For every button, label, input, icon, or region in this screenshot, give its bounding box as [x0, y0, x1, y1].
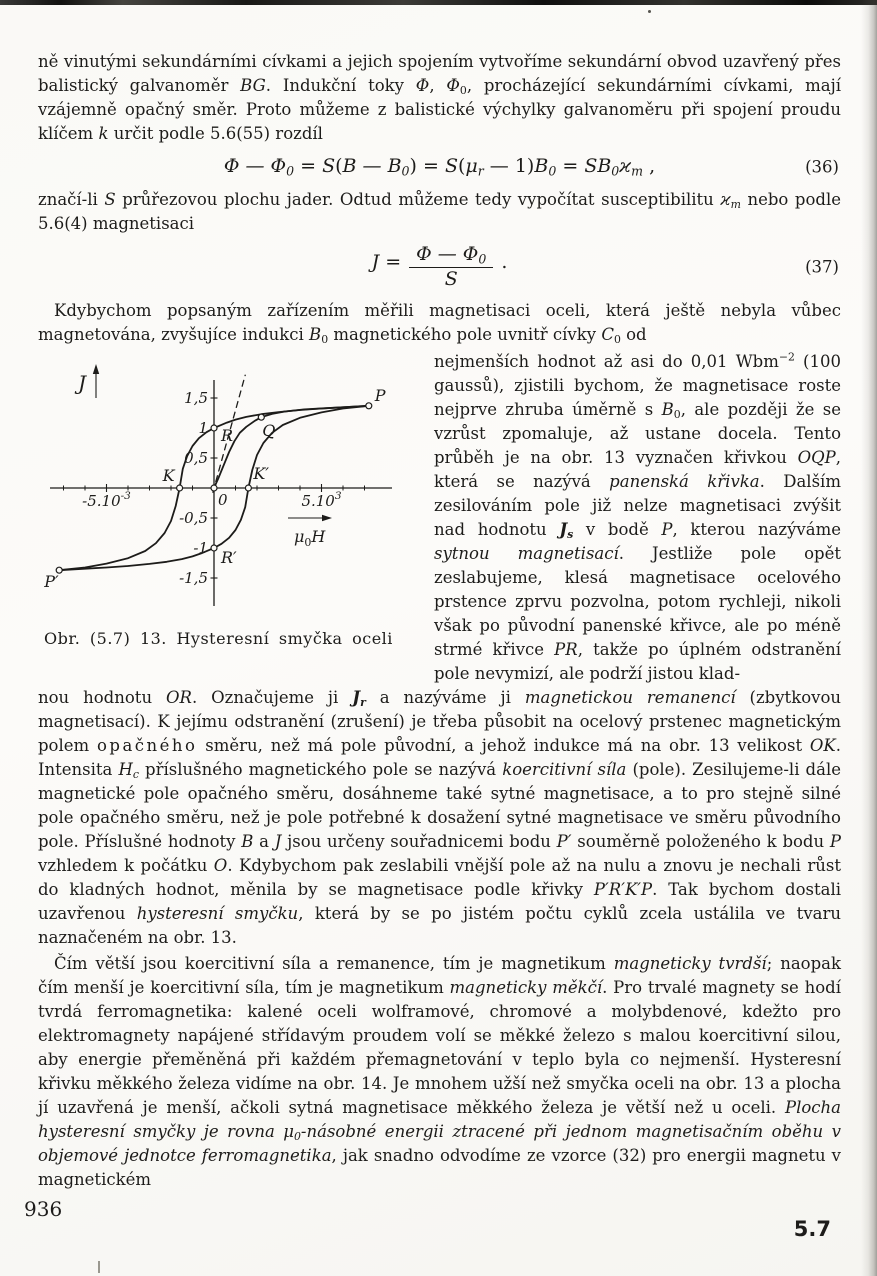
svg-text:1,5: 1,5 [184, 388, 208, 407]
paragraph-column: nejmenších hodnot až asi do 0,01 Wbm$^{-2}$ (100 gaussů), zjistili bychom, že magnetisace roste nejprve zhruba úměrně s $B_0$, ale později že se vzrůst zpomaluje, až ustane docela. Tento průběh je na obr. 13 vyznačen křivkou OQP, která se nazývá panenská křivka. Dalším zesilováním pole již nelze magnetisaci zvýšit nad hodnotu $J_s$ v bodě P, kterou nazýváme sytnou magnetisací. Jestliže pole opět zeslabujeme, klesá magnetisace ocelového prstence zprvu pozvolna, potom rychleji, nikoli však po původní panenské křivce, ale po méně strmé křivce PR, takže po úplném odstranění pole nevymizí, ale podrží jistou klad- [434, 350, 841, 683]
svg-text:-1,5: -1,5 [179, 568, 208, 587]
equation-37-fraction [409, 242, 493, 290]
figure-hysteresis [38, 350, 420, 686]
paragraph-znaci-li: značí-li S průřezovou plochu jader. Odtud můžeme tedy vypočítat susceptibilitu $ϰ_m$ nebo podle 5.6(4) magnetisaci [38, 189, 841, 233]
scan-speck [648, 10, 651, 13]
page-content [38, 50, 841, 1192]
paragraph-cim-vetsi: Čím větší jsou koercitivní síla a remanence, tím je magnetikum magneticky tvrdší; naopak čím menší je koercitivní síla, tím je magnetikum magneticky měkčí. Pro trvalé magnety se hodí tvrdá ferromagnetika: kalené oceli wolframové, chromové a molybdenové, kdežto pro elektromagnety napájené střídavým proudem volí se měkké železo s malou koercitivní silou, aby energie přeměněná při každém přemagnetování v teplo byla co nejmenší. Hysteresní křivku měkkého železa vidíme na obr. 14. Je mnohem užší než smyčka oceli na obr. 13 a plocha jí uzavřená je menší, ačkoli sytná magnetisace měkkého železa je větší než u oceli. Plocha hysteresní smyčky je rovna $\mu_0$-násobné energii ztracené při jednom magnetisačním oběhu v objemové jednotce ferromagnetika, jak snadno odvodíme ze vzorce (32) pro energii magnetu v magnetickém [38, 953, 841, 1189]
svg-text:0: 0 [218, 490, 228, 509]
equation-37-denominator: S [444, 267, 458, 290]
equation-37-number: (37) [805, 257, 839, 277]
footer-page-number: 936 [24, 1197, 63, 1221]
svg-text:R: R [221, 425, 234, 445]
footer-section-number: 5.7 [793, 1217, 831, 1241]
scan-mark-bottom-left [98, 1261, 100, 1273]
equation-36-body: Φ — $\Phi_0 = S(B$ — $B_0) = S(\mu_r$ — $1)B_0 = SB_0ϰ_m$ , [223, 155, 656, 179]
paragraph-kdybychom: Kdybychom popsaným zařízením měřili magnetisaci oceli, která ještě nebyla vůbec magnetována, zvyšujíce indukci $B_0$ magnetického pole uvnitř cívky $C_0$ od [38, 300, 841, 346]
svg-text:1: 1 [198, 418, 208, 437]
svg-text:5.103: 5.10$^3$ [301, 489, 342, 510]
scan-top-edge-artifact [0, 0, 877, 5]
svg-text:0,5: 0,5 [184, 448, 208, 467]
text-column-beside-figure [434, 350, 841, 686]
svg-text:P: P [374, 385, 386, 405]
svg-text:R′: R′ [221, 547, 237, 567]
svg-text:-1: -1 [193, 538, 208, 557]
svg-text:P′: P′ [44, 571, 59, 591]
equation-37-body [38, 242, 841, 290]
equation-37-trailing: . [495, 250, 508, 273]
scan-right-shadow [861, 0, 877, 1276]
hysteresis-loop-chart [38, 350, 420, 618]
equation-37-lhs: J = [371, 250, 408, 273]
svg-text:Q: Q [262, 420, 276, 440]
svg-text:J: J [78, 370, 87, 395]
svg-text:-0,5: -0,5 [179, 508, 208, 527]
equation-36 [38, 155, 841, 179]
equation-37 [38, 242, 841, 290]
svg-text:K′: K′ [253, 463, 269, 483]
svg-text:μ0H: $\mu_0H$ [294, 526, 326, 549]
svg-text:-5.10-3: $-5.10^{-3}$ [82, 489, 131, 510]
equation-37-numerator: Φ — $\Phi_0$ [409, 245, 493, 268]
equation-36-number: (36) [805, 157, 839, 177]
figure-caption: Obr. (5.7) 13. Hysteresní smyčka oceli [44, 628, 393, 648]
paragraph-intro: ně vinutými sekundárními cívkami a jejich spojením vytvoříme sekundární obvod uzavřený přes balistický galvanoměr BG. Indukční toky Φ, $\Phi_0$, procházející sekundárními cívkami, mají vzájemně opačný směr. Proto můžeme z balistické výchylky galvanoměru při spojení proudu klíčem k určit podle 5.6(55) rozdíl [38, 52, 841, 143]
figure-and-text-row [38, 350, 841, 686]
svg-text:K: K [162, 465, 175, 485]
paragraph-nou-hodnotu: nou hodnotu OR. Označujeme ji $J_r$ a nazýváme ji magnetickou remanencí (zbytkovou magnetisací). K jejímu odstranění (zrušení) je třeba působit na ocelový prstenec magnetickým polem opačného směru, než má pole původní, a jehož indukce má na obr. 13 velikost OK. Intensita $H_c$ příslušného magnetického pole se nazývá koercitivní síla (pole). Zesilujeme-li dále magnetické pole opačného směru, dosáhneme také sytné magnetisace, a to pro stejně silné pole opačného směru, než je pole potřebné k dosažení sytné magnetisace ve směru původního pole. Příslušné hodnoty B a J jsou určeny souřadnicemi bodu P′ souměrně položeného k bodu P vzhledem k počátku O. Kdybychom pak zeslabili vnější pole až na nulu a znovu je nechali růst do kladných hodnot, měnila by se magnetisace podle křivky P′R′K′P. Tak bychom dostali uzavřenou hysteresní smyčku, která by se po jistém počtu cyklů zcela ustálila ve tvaru naznačeném na obr. 13. [38, 687, 842, 947]
